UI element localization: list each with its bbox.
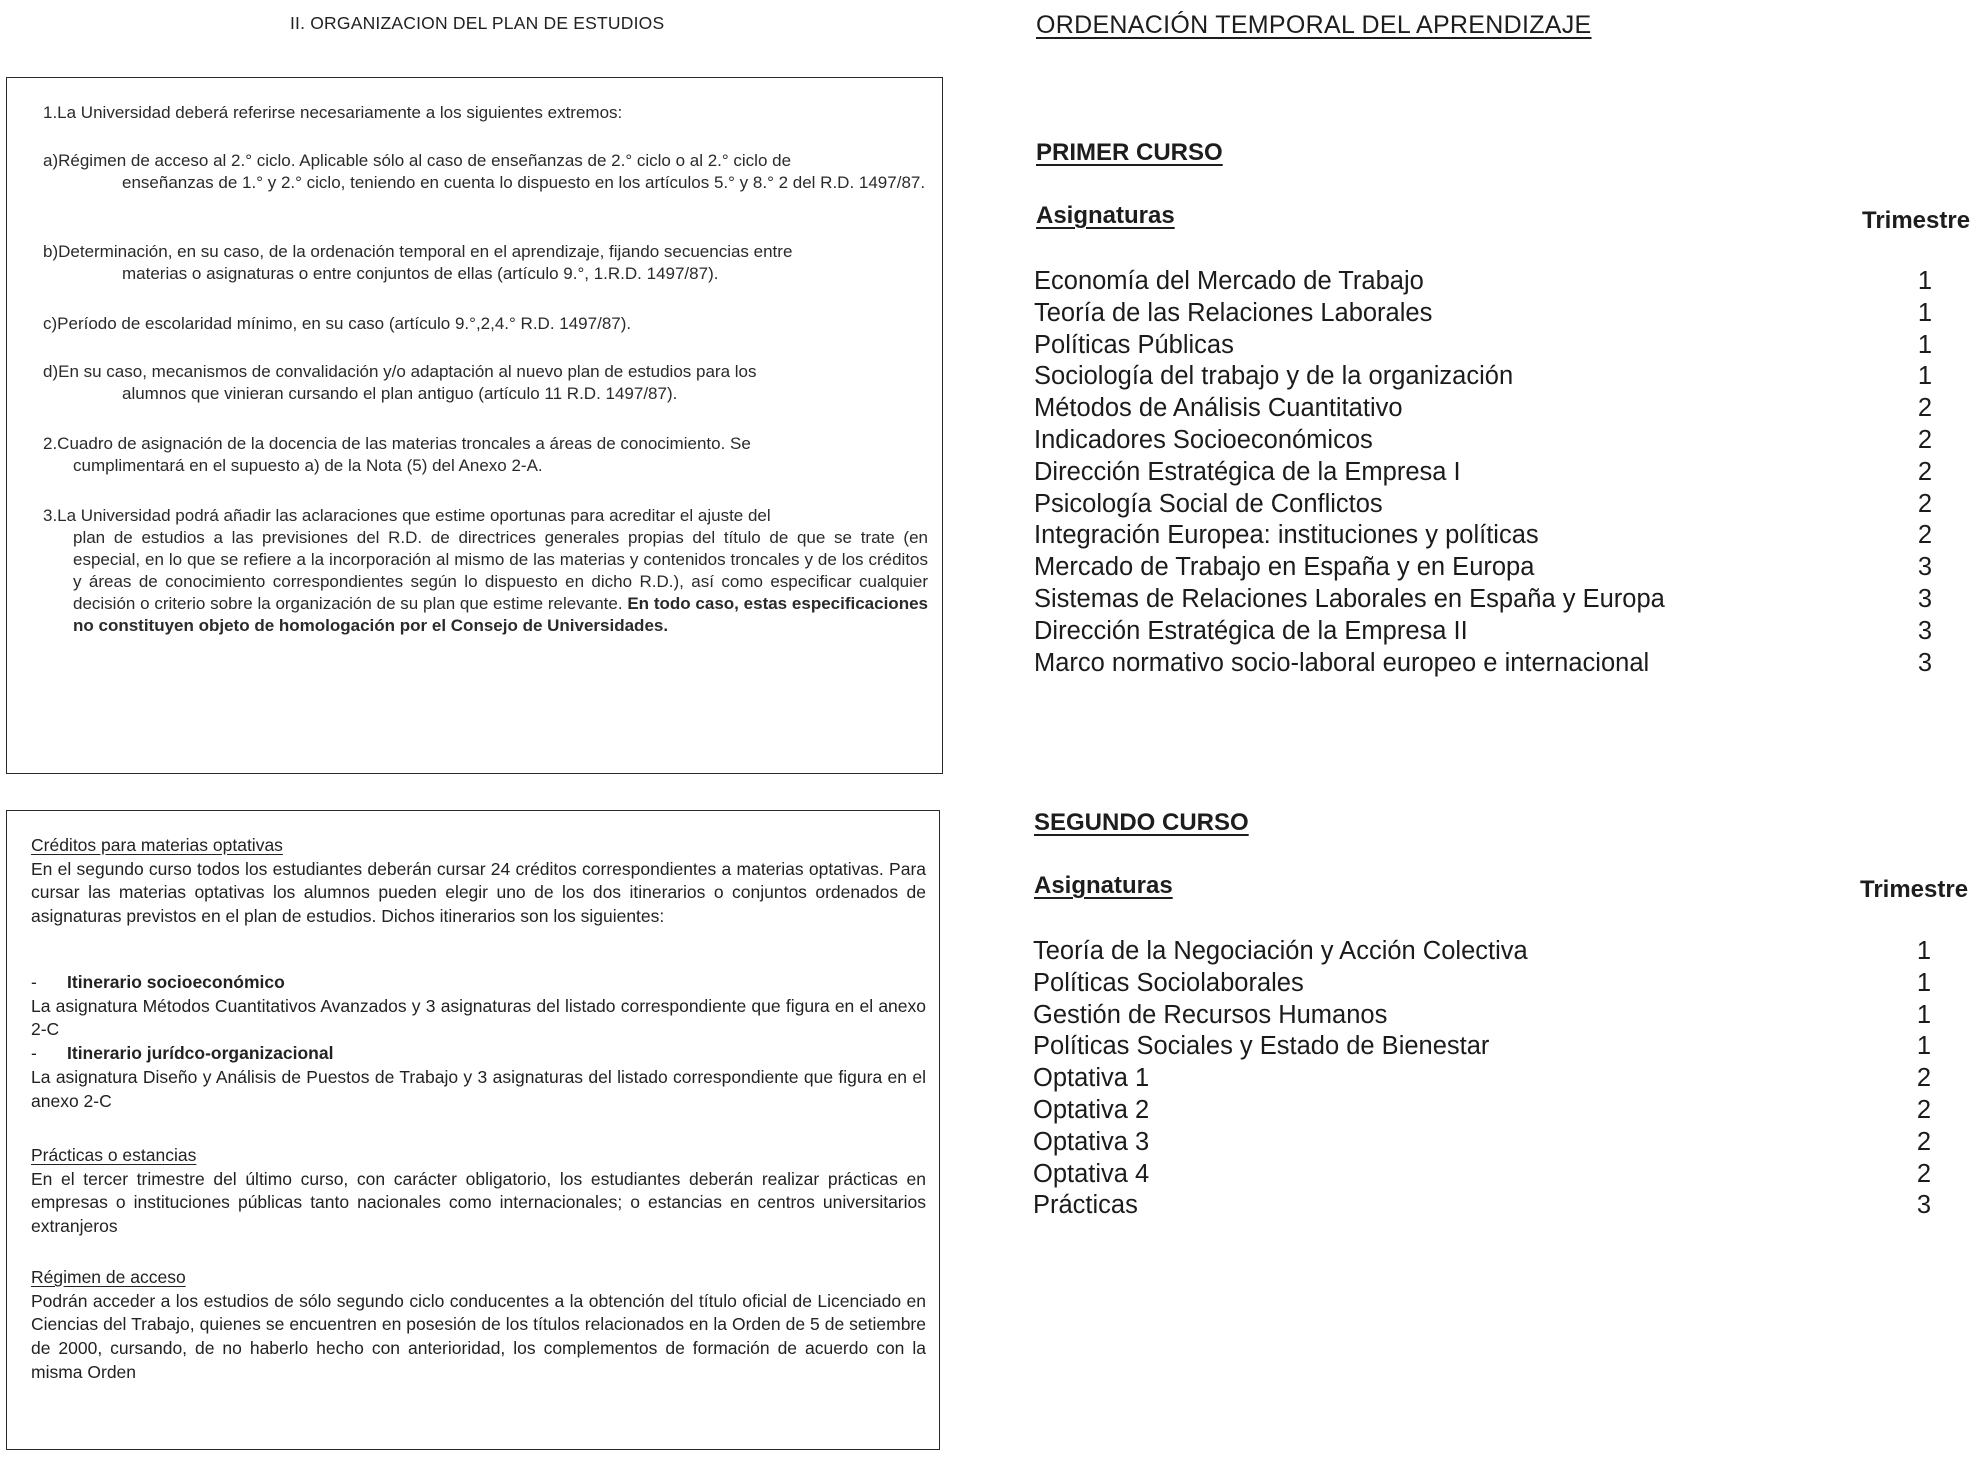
regimen-text: Podrán acceder a los estudios de sólo segundo ciclo conducentes a la obtención del título oficial de Licenciado en Ciencias del Trabajo, quienes se encuentren en posesión de los títulos relacionados en la Orden de 5 de setiembre de 2000, cursando, de no haberlo hecho con anterioridad, los complementos de formación de acuerdo con la misma Orden: [31, 1290, 926, 1382]
trimester-value: 2: [1917, 457, 1933, 486]
subject-name: Dirección Estratégica de la Empresa I: [1034, 457, 1461, 486]
table-row: [1034, 458, 1972, 490]
subject-name: Mercado de Trabajo en España y en Europa: [1034, 553, 1535, 582]
table-row: [1033, 969, 1972, 1001]
instruction-2-rest: cumplimentará en el supuesto a) de la Nota (5) del Anexo 2-A.: [73, 456, 543, 475]
regimen-block: [31, 1266, 926, 1385]
table-row: [1034, 649, 1972, 681]
instruction-a-first: a)Régimen de acceso al 2.° ciclo. Aplicable sólo al caso de enseñanzas de 2.° ciclo o al 2.° ciclo de: [43, 151, 792, 170]
itinerary-2-title: Itinerario jurídco-organizacional: [67, 1043, 334, 1064]
trimester-value: 1: [1916, 968, 1932, 997]
subject-name: Optativa 1: [1033, 1064, 1150, 1093]
practicas-text: En el tercer trimestre del último curso, con carácter obligatorio, los estudiantes deberán realizar prácticas en empresas o instituciones públicas tanto nacionales como internacionales; o estancias en centros universitarios extranjeros: [31, 1168, 926, 1237]
instruction-2-first: 2.Cuadro de asignación de la docencia de las materias troncales a áreas de conocimiento. Se: [43, 434, 751, 453]
subject-name: Economía del Mercado de Trabajo: [1034, 267, 1424, 295]
trimester-value: 1: [1917, 267, 1933, 295]
table-row: [1033, 1160, 1972, 1192]
table-row: [1034, 521, 1972, 553]
creditos-text: En el segundo curso todos los estudiantes deberán cursar 24 créditos correspondientes a materias optativas. Para cursar las materias optativas los alumnos pueden elegir uno de los dos itinerarios o conjuntos ordenados de asignaturas previstos en el plan de estudios. Dichos itinerarios son los siguientes:: [31, 858, 926, 927]
subject-name: Integración Europea: instituciones y políticas: [1034, 521, 1539, 550]
table-row: [1033, 1001, 1972, 1033]
trimester-value: 1: [1916, 937, 1932, 965]
table-row: [1034, 331, 1972, 363]
primer-curso-heading: PRIMER CURSO: [1036, 139, 1223, 166]
subject-name: Optativa 2: [1033, 1096, 1150, 1124]
trimester-value: 2: [1917, 394, 1933, 423]
trimester-value: 3: [1917, 553, 1933, 582]
instruction-1: 1.La Universidad deberá referirse necesariamente a los siguientes extremos:: [43, 103, 623, 122]
instruction-a-rest: enseñanzas de 1.° y 2.° ciclo, teniendo en cuenta lo dispuesto en los artículos 5.° y 8.° 2 del R.D. 1497/87.: [122, 173, 926, 192]
instruction-c: c)Período de escolaridad mínimo, en su caso (artículo 9.°,2,4.° R.D. 1497/87).: [43, 314, 632, 333]
instruction-d-first: d)En su caso, mecanismos de convalidación y/o adaptación al nuevo plan de estudios para los: [43, 362, 757, 381]
practicas-heading: Prácticas o estancias: [31, 1145, 197, 1165]
table-row: [1033, 1128, 1972, 1160]
table-row: [1034, 426, 1972, 458]
creditos-heading: Créditos para materias optativas: [31, 835, 283, 855]
instruction-b-rest: materias o asignaturas o entre conjuntos de ellas (artículo 9.°, 1.R.D. 1497/87).: [122, 264, 719, 283]
page-title: ORDENACIÓN TEMPORAL DEL APRENDIZAJE: [1036, 11, 1592, 39]
trimester-value: 2: [1916, 1096, 1932, 1124]
table-row: [1034, 617, 1972, 649]
subject-name: Dirección Estratégica de la Empresa II: [1034, 616, 1468, 645]
subject-name: Políticas Públicas: [1034, 330, 1234, 359]
table-row: [1034, 267, 1972, 299]
instruction-3: [43, 505, 928, 637]
trimester-value: 1: [1917, 298, 1933, 327]
subject-name: Optativa 4: [1033, 1159, 1150, 1188]
table-row: [1033, 1191, 1972, 1223]
table-row: [1034, 362, 1972, 394]
subject-name: Indicadores Socioeconómicos: [1034, 426, 1373, 454]
primer-trimestre-header: Trimestre: [1862, 207, 1971, 234]
subject-name: Gestión de Recursos Humanos: [1033, 1000, 1388, 1029]
trimester-value: 2: [1917, 521, 1933, 550]
table-row: [1033, 1064, 1972, 1096]
instructions-box: [6, 77, 943, 774]
bullet-dash: -: [31, 1043, 37, 1064]
itinerary-2-text: La asignatura Diseño y Análisis de Puestos de Trabajo y 3 asignaturas del listado correspondiente que figura en el anexo 2-C: [31, 1066, 926, 1111]
subject-name: Marco normativo socio-laboral europeo e internacional: [1034, 648, 1650, 677]
creditos-block: [31, 834, 926, 929]
trimester-value: 1: [1917, 330, 1933, 359]
table-row: [1034, 299, 1972, 331]
trimester-value: 1: [1916, 1032, 1932, 1061]
trimester-value: 2: [1917, 426, 1933, 454]
instruction-b: [43, 241, 928, 285]
table-row: [1034, 394, 1972, 426]
trimester-value: 2: [1917, 489, 1933, 518]
regimen-heading: Régimen de acceso: [31, 1267, 186, 1287]
subject-name: Métodos de Análisis Cuantitativo: [1034, 394, 1403, 423]
segundo-curso-heading: SEGUNDO CURSO: [1034, 809, 1249, 836]
segundo-asignaturas-header: Asignaturas: [1034, 872, 1173, 899]
subject-name: Políticas Sociolaborales: [1033, 968, 1304, 997]
subject-name: Teoría de la Negociación y Acción Colectiva: [1033, 937, 1528, 965]
table-row: [1034, 553, 1972, 585]
instruction-b-first: b)Determinación, en su caso, de la ordenación temporal en el aprendizaje, fijando secuencias entre: [43, 242, 793, 261]
trimester-value: 2: [1916, 1127, 1932, 1156]
trimester-value: 1: [1917, 362, 1933, 391]
subject-name: Prácticas: [1033, 1191, 1138, 1220]
instruction-3-rest: plan de estudios a las previsiones del R.D. de directrices generales propias del título de que se trate (en especial, en lo que se refiere a la incorporación al mismo de las materias y contenidos troncales y de los créditos y áreas de conocimiento correspondientes según lo dispuesto en dicho R.D.), así como especificar cualquier decisión o criterio sobre la organización de su plan que estime relevante.: [73, 528, 928, 613]
additional-info-box: [6, 810, 940, 1450]
subject-name: Sistemas de Relaciones Laborales en España y Europa: [1034, 585, 1665, 613]
trimester-value: 2: [1916, 1159, 1932, 1188]
itinerary-1-text: La asignatura Métodos Cuantitativos Avanzados y 3 asignaturas del listado correspondiente que figura en el anexo 2-C: [31, 995, 926, 1040]
itinerary-1-title: Itinerario socioeconómico: [67, 972, 285, 992]
trimester-value: 3: [1917, 585, 1933, 613]
instruction-d-rest: alumnos que vinieran cursando el plan antiguo (artículo 11 R.D. 1497/87).: [122, 384, 678, 403]
trimester-value: 3: [1917, 616, 1933, 645]
instruction-a: [43, 150, 928, 194]
trimester-value: 2: [1916, 1064, 1932, 1093]
bullet-dash: -: [31, 972, 37, 992]
instruction-2: [43, 433, 928, 477]
practicas-block: [31, 1144, 926, 1239]
subject-name: Optativa 3: [1033, 1127, 1150, 1156]
instruction-d: [43, 361, 928, 405]
table-row: [1034, 585, 1972, 617]
subject-name: Teoría de las Relaciones Laborales: [1034, 298, 1433, 327]
trimester-value: 3: [1917, 648, 1933, 677]
subject-name: Políticas Sociales y Estado de Bienestar: [1033, 1032, 1490, 1061]
subject-name: Sociología del trabajo y de la organización: [1034, 362, 1514, 391]
instruction-3-first: 3.La Universidad podrá añadir las aclaraciones que estime oportunas para acreditar el ajuste del: [43, 506, 771, 525]
table-row: [1034, 490, 1972, 522]
table-row: [1033, 1032, 1972, 1064]
instruction-3-bold: En todo caso, estas especificaciones no constituyen objeto de homologación por el Consejo de Universidades.: [73, 594, 928, 635]
table-row: [1033, 937, 1972, 969]
trimester-value: 1: [1916, 1000, 1932, 1029]
subject-name: Psicología Social de Conflictos: [1034, 489, 1383, 518]
trimester-value: 3: [1916, 1191, 1932, 1220]
itinerarios-block: [31, 971, 926, 1113]
segundo-trimestre-header: Trimestre: [1860, 876, 1969, 903]
left-section-title: II. ORGANIZACION DEL PLAN DE ESTUDIOS: [290, 13, 665, 33]
primer-asignaturas-header: Asignaturas: [1036, 202, 1175, 229]
table-row: [1033, 1096, 1972, 1128]
